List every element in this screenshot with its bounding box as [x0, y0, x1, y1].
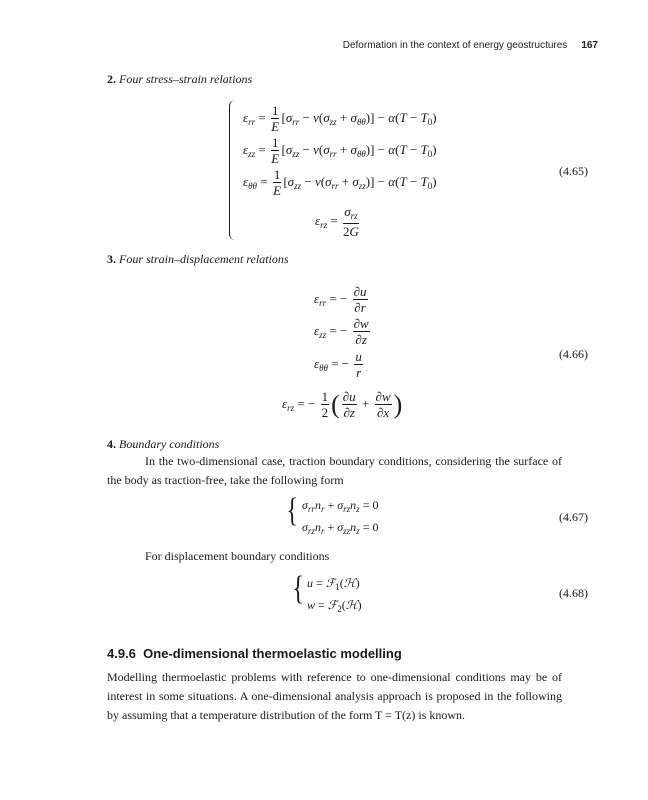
equation-number-4-67: (4.67)	[559, 510, 588, 524]
displacement-intro: For displacement boundary conditions	[145, 549, 330, 563]
equation-strain-zz: $\varepsilon_{zz}$ = − $\frac{\partial w}{\partial z}$	[314, 316, 369, 347]
equation-displacement-2: w = ℱ$_2$(ℋ)	[307, 598, 362, 614]
equation-number-4-65: (4.65)	[559, 164, 588, 178]
subsection-heading-stress-strain: 2. Four stress–strain relations	[107, 72, 253, 86]
equation-eps-rz: $\varepsilon_{rz}$ = $\frac{\sigma_{rz}}{2G}$	[315, 204, 359, 239]
equation-eps-thth: $\varepsilon_{\theta\theta}$ = $\frac{1}{E}$ $[\sigma_{zz} - \nu(\sigma_{rr} + \sigma_{zz})] - \alpha(T - T_0)$	[243, 167, 437, 198]
section-heading: 4.9.6 One-dimensional thermoelastic modelling	[107, 646, 402, 661]
equation-number-4-68: (4.68)	[559, 586, 588, 600]
equation-traction-2: $\sigma_{rz}n_r + \sigma_{zz}n_z = 0$	[302, 520, 379, 536]
equation-strain-rr: $\varepsilon_{rr}$ = − $\frac{\partial u}{\partial r}$	[314, 284, 367, 315]
equation-traction-1: $\sigma_{rr}n_r + \sigma_{rz}n_z = 0$	[302, 498, 379, 514]
boundary-paragraph: In the two-dimensional case, traction boundary conditions, considering the surface of the body as traction-free, take the following form	[107, 454, 562, 487]
equation-brace	[229, 100, 238, 240]
subsection-heading-boundary: 4. Boundary conditions	[107, 437, 220, 451]
equation-strain-thth: $\varepsilon_{\theta\theta}$ = − $\frac{u}{r}$	[314, 349, 362, 380]
page-number: 167	[581, 40, 598, 51]
brace-traction: {	[286, 492, 298, 529]
equation-eps-zz: $\varepsilon_{zz}$ = $\frac{1}{E}$ $[\sigma_{zz} - \nu(\sigma_{rr} + \sigma_{\theta\theta})] - \alpha(T - T_0)$	[243, 135, 437, 166]
running-header	[343, 40, 598, 51]
running-title: Deformation in the context of energy geostructures	[342, 40, 568, 51]
equation-strain-rz: $\varepsilon_{rz}$ = − $\frac{1}{2}$ ( $\frac{\partial u}{\partial z}$ + $\frac{\partial w}{\partial x}$ )	[282, 389, 403, 420]
equation-number-4-66: (4.66)	[559, 347, 588, 361]
subsection-heading-strain-displacement: 3. Four strain–displacement relations	[107, 252, 289, 266]
equation-eps-rr: $\varepsilon_{rr}$ = $\frac{1}{E}$ $[\sigma_{rr} - \nu(\sigma_{zz} + \sigma_{\theta\theta})] - \alpha(T - T_0)$	[243, 103, 437, 134]
brace-displacement: {	[292, 570, 304, 607]
section-paragraph: Modelling thermoelastic problems with reference to one-dimensional conditions may be of interest in some situations. A one-dimensional analysis approach is proposed in the following by assuming that a temperature distribution of the form T = T(z) is known.	[107, 670, 562, 722]
equation-displacement-1: u = ℱ$_1$(ℋ)	[307, 576, 360, 592]
